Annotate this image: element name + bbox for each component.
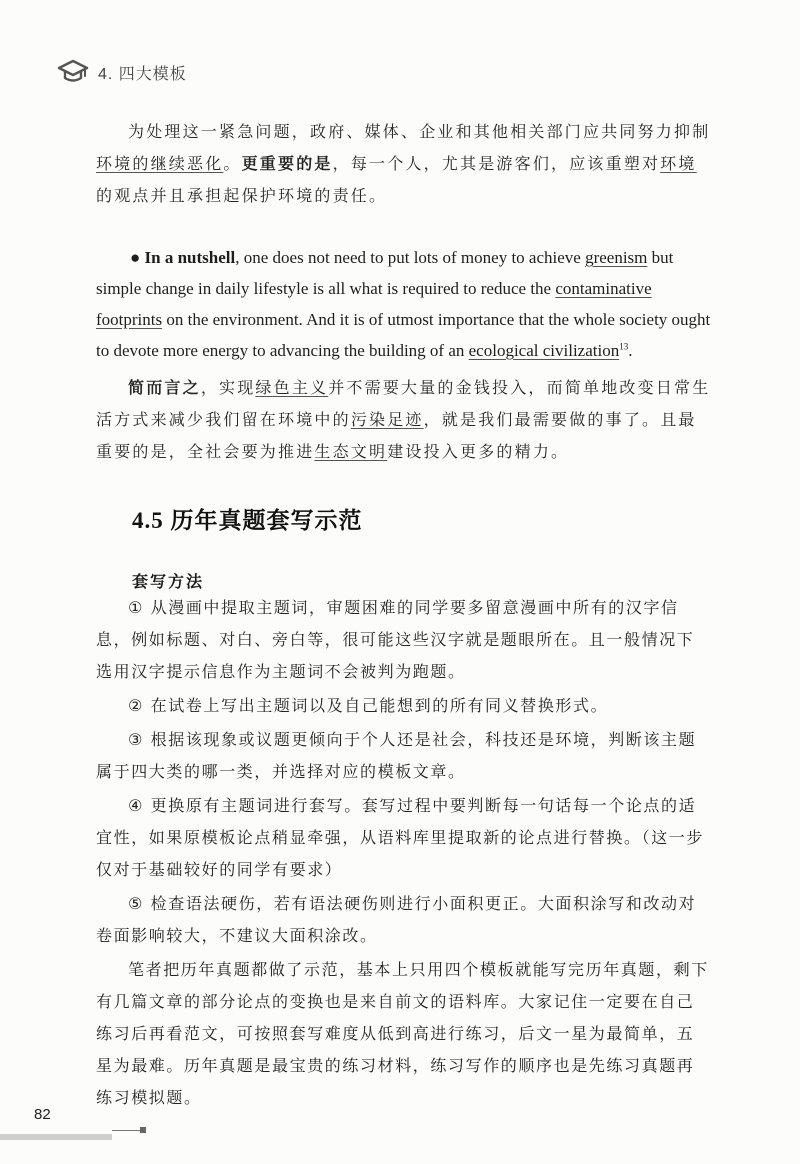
page-body <box>96 116 711 1114</box>
underlined-phrase: 环境 <box>660 154 697 173</box>
method-step: ① 从漫画中提取主题词，审题困难的同学要多留意漫画中所有的汉字信息，例如标题、对白、旁白等，很可能这些汉字就是题眼所在。且一般情况下选用汉字提示信息作为主题词不会被判为跑题。 <box>96 598 695 681</box>
text-span: on the environment. And it is of utmost importance that the whole society ought to devote more energy to advancing the building of an <box>96 310 711 360</box>
bold-lead-phrase: In a nutshell <box>144 248 236 267</box>
text-span: 建设投入更多的精力。 <box>387 442 570 461</box>
text-span: ，就是我们最需要做的事了。且最重要的是，全社会要为推进 <box>96 410 697 461</box>
translation-paragraph-top <box>96 116 711 212</box>
footer-line <box>112 1130 140 1131</box>
english-conclusion-paragraph <box>96 242 711 366</box>
bullet-icon: ● <box>130 248 141 267</box>
text-span: . <box>628 341 633 360</box>
text-span: ，每一个人，尤其是游客们，应该重塑对 <box>332 154 661 173</box>
closing-paragraph: 笔者把历年真题都做了示范，基本上只用四个模板就能写完历年真题，剩下有几篇文章的部分论点的变换也是来自前文的语料库。大家记住一定要在自己练习后再看范文，可按照套写难度从低到高进行练习，后文一星为最简单，五星为最难。历年真题是最宝贵的练习材料，练习写作的顺序也是先练习真题再练习模拟题。 <box>96 960 709 1107</box>
graduation-cap-icon <box>56 58 90 86</box>
translation-paragraph-bottom <box>96 372 711 468</box>
underlined-phrase: 环境的继续恶化 <box>96 154 224 173</box>
page-number: 82 <box>34 1106 51 1123</box>
method-step: ② 在试卷上写出主题词以及自己能想到的所有同义替换形式。 <box>128 696 609 715</box>
footnote-marker: 13 <box>619 341 629 352</box>
chapter-title: 4. 四大模板 <box>98 65 187 83</box>
footer-rule <box>0 1134 112 1140</box>
method-step: ③ 根据该现象或议题更倾向于个人还是社会，科技还是环境，判断该主题属于四大类的哪一类，并选择对应的模板文章。 <box>96 730 697 781</box>
method-step: ⑤ 检查语法硬伤，若有语法硬伤则进行小面积更正。大面积涂写和改动对卷面影响较大，不建议大面积涂改。 <box>96 894 697 945</box>
underlined-phrase: 绿色主义 <box>255 378 329 397</box>
footer-square <box>140 1127 146 1133</box>
text-span: 为处理这一紧急问题，政府、媒体、企业和其他相关部门应共同努力抑制 <box>128 122 711 141</box>
underlined-phrase: 污染足迹 <box>350 410 424 429</box>
text-span: 并不需要大量的金钱投入，而简单地改变日常生活方式来减少我们留在环境中的 <box>96 378 711 429</box>
underlined-phrase: greenism <box>585 248 648 267</box>
text-span: ，实现 <box>200 378 256 397</box>
text-span: 。 <box>223 154 242 173</box>
running-header <box>56 56 187 88</box>
method-step: ④ 更换原有主题词进行套写。套写过程中要判断每一句话每一个论点的适宜性，如果原模板论点稍显牵强，从语料库里提取新的论点进行替换。（这一步仅对于基础较好的同学有要求） <box>96 796 705 879</box>
underlined-phrase: 生态文明 <box>314 442 388 461</box>
method-subheading: 套写方法 <box>132 572 205 591</box>
underlined-phrase: contaminative footprints <box>96 279 652 329</box>
underlined-phrase: ecological civilization <box>468 341 620 360</box>
bold-phrase: 简而言之 <box>128 378 201 397</box>
text-span: but simple change in daily lifestyle is all what is required to reduce the <box>96 248 674 298</box>
text-span: , one does not need to put lots of money to achieve <box>235 248 586 267</box>
section-title: 4.5 历年真题套写示范 <box>132 508 363 533</box>
bold-phrase: 更重要的是 <box>241 154 333 173</box>
text-span: 的观点并且承担起保护环境的责任。 <box>96 186 388 205</box>
